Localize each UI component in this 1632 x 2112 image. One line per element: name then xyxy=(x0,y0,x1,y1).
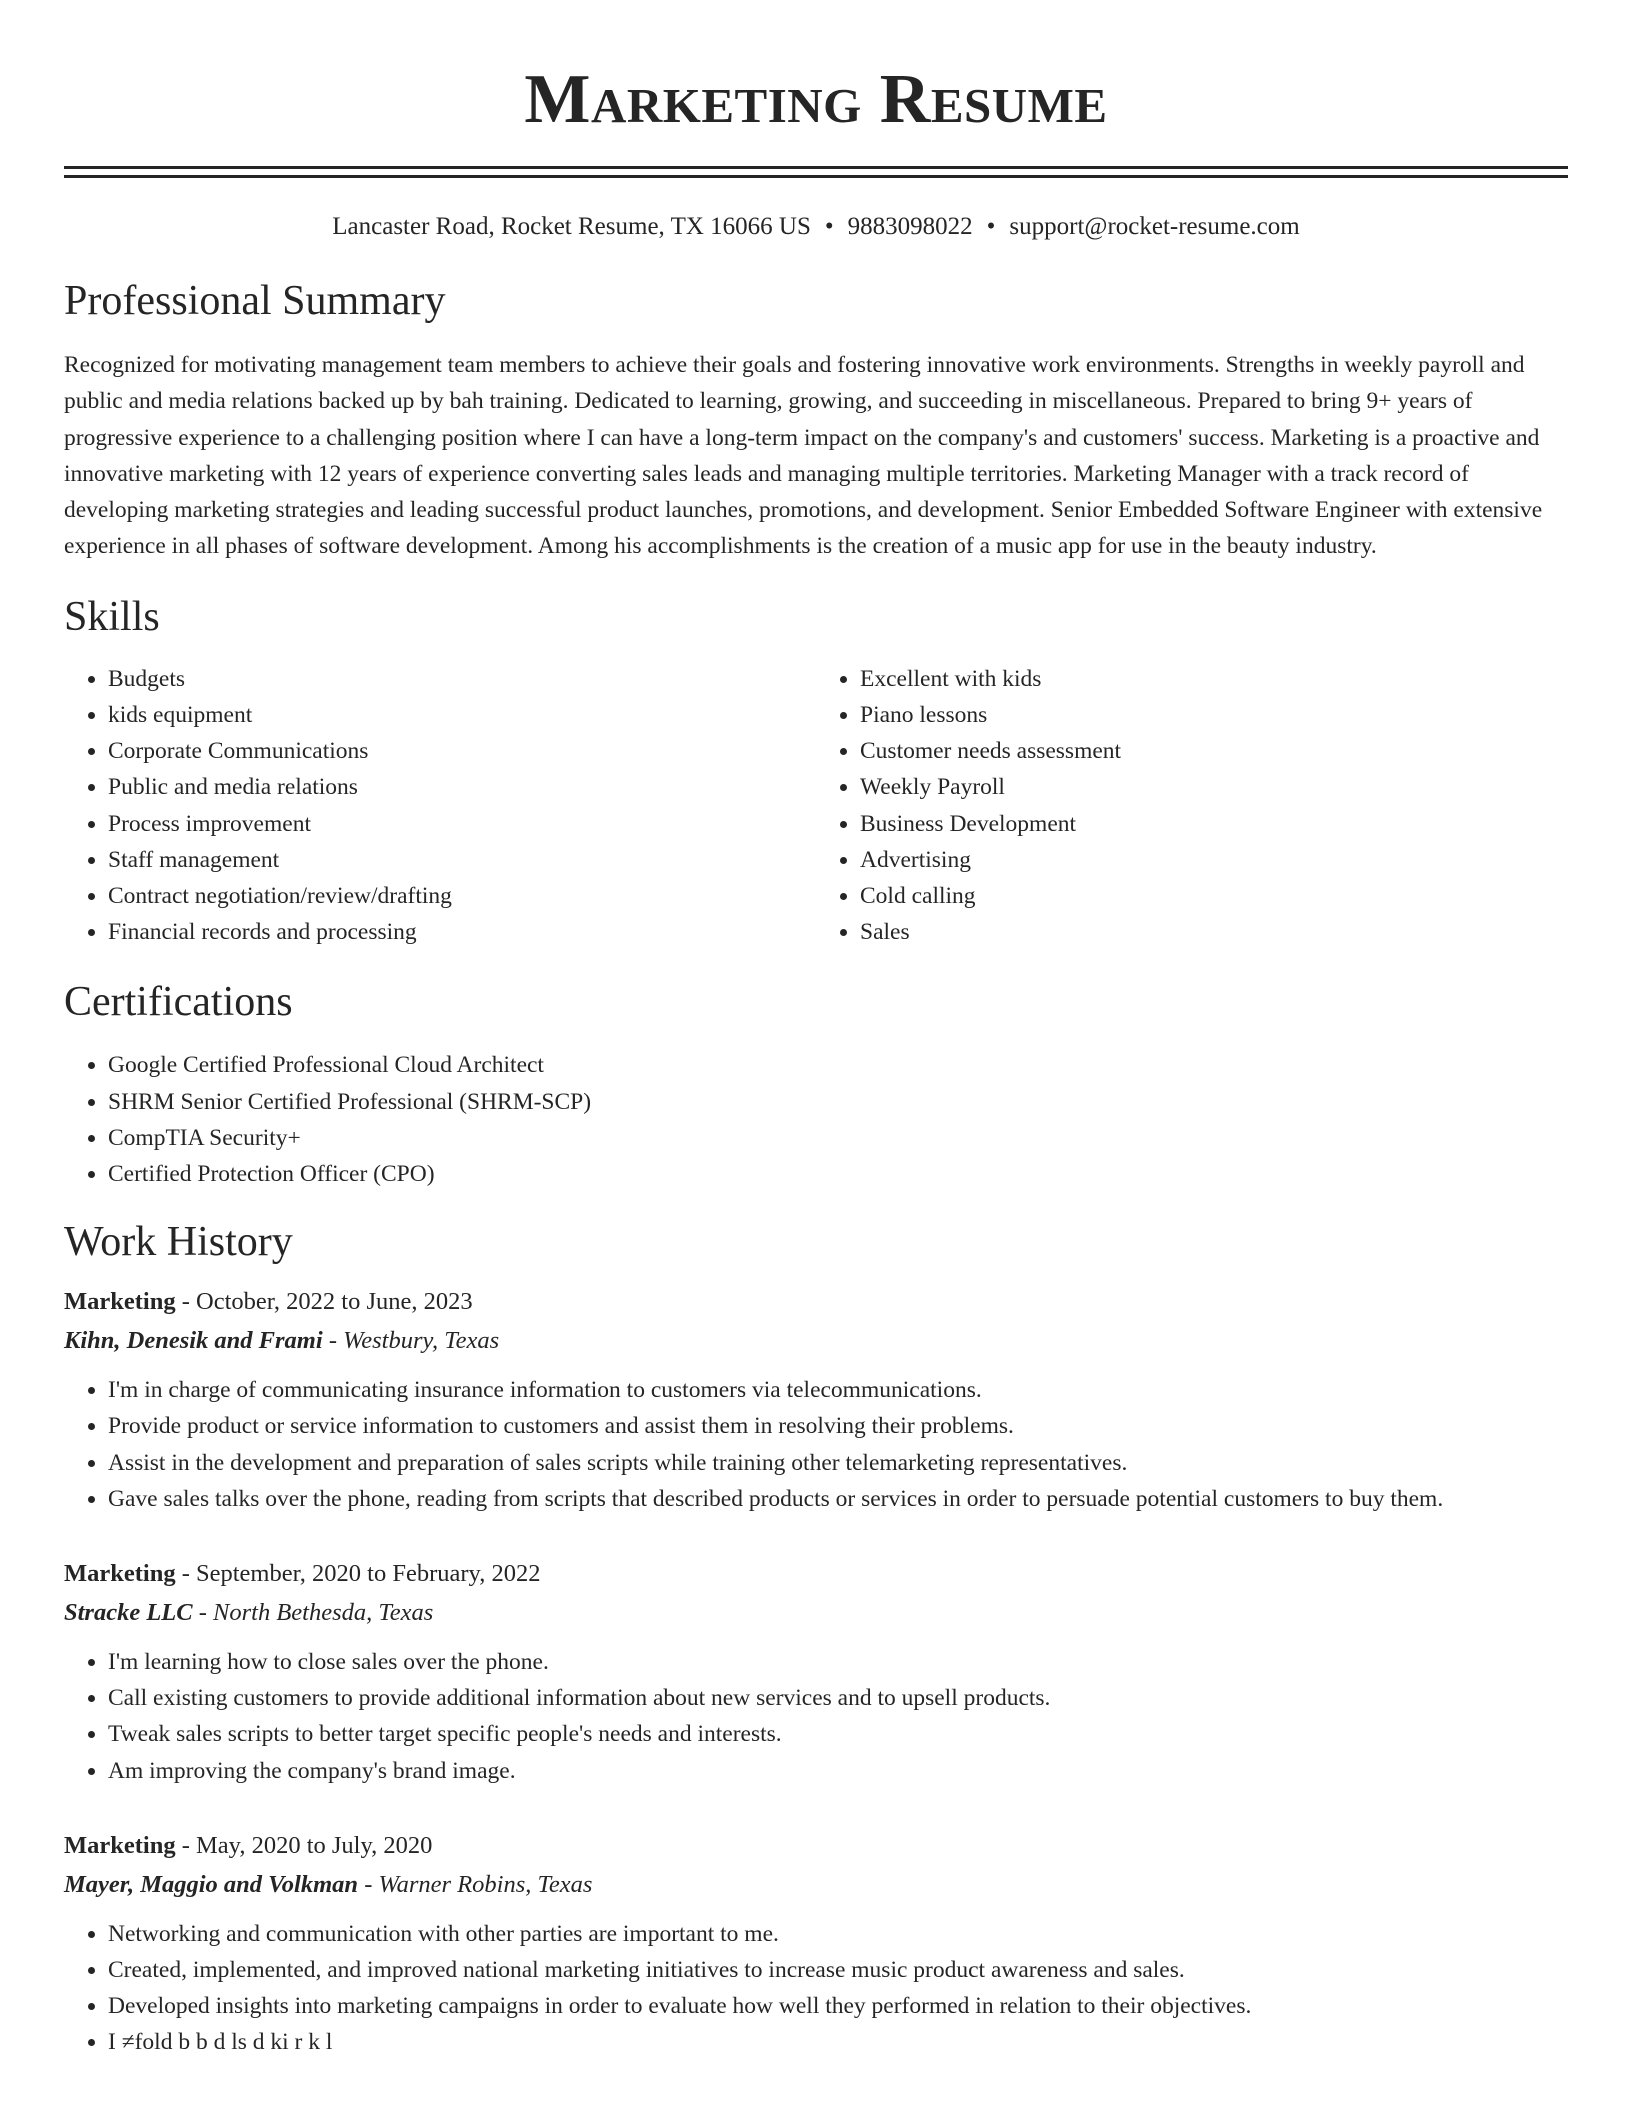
job-location: - North Bethesda, Texas xyxy=(192,1599,434,1627)
job-duty-item: • Developed insights into marketing campaigns in order to evaluate how well they performed in relation to their objectives. xyxy=(108,1988,1568,2024)
job-entry xyxy=(64,1831,1568,2061)
job-company: Stracke LLC xyxy=(64,1599,193,1627)
certification-item: • Google Certified Professional Cloud Architect xyxy=(108,1047,1568,1083)
job-location: - Warner Robins, Texas xyxy=(358,1870,593,1898)
certification-item: • SHRM Senior Certified Professional (SHRM-SCP) xyxy=(108,1084,1568,1120)
job-duty-item: • Networking and communication with other parties are important to me. xyxy=(108,1916,1568,1952)
skill-item: • Corporate Communications xyxy=(108,733,816,769)
certifications-list xyxy=(64,1047,1568,1192)
contact-line xyxy=(64,212,1568,242)
job-role: Marketing xyxy=(64,1288,176,1316)
job-title-line xyxy=(64,1287,1568,1317)
job-title-line xyxy=(64,1559,1568,1589)
job-title-line xyxy=(64,1831,1568,1861)
contact-separator: • xyxy=(824,213,834,240)
summary-text: Recognized for motivating management team members to achieve their goals and fostering innovative work environments. Strengths in weekly payroll and public and media relations backed up by bah training. Dedicated to learning, growing, and succeeding in miscellaneous. Prepared to bring 9+ years of progressive experience to a challenging position where I can have a long-term impact on the company's and customers' success. Marketing is a proactive and innovative marketing with 12 years of experience converting sales leads and managing multiple territories. Marketing Manager with a track record of developing marketing strategies and leading successful product launches, promotions, and development. Senior Embedded Software Engineer with extensive experience in all phases of software development. Among his accomplishments is the creation of a music app for use in the beauty industry. xyxy=(64,352,1543,560)
resume-page xyxy=(64,0,1568,2061)
job-entry xyxy=(64,1559,1568,1789)
job-entry xyxy=(64,1287,1568,1517)
professional-summary-section xyxy=(64,277,1568,565)
job-duties-list xyxy=(64,1644,1568,1789)
job-duties-list xyxy=(64,1372,1568,1517)
job-duty-item: • Created, implemented, and improved national marketing initiatives to increase music product awareness and sales. xyxy=(108,1952,1568,1988)
skill-item: • Budgets xyxy=(108,661,816,697)
title-divider-bottom xyxy=(64,175,1568,178)
skill-item: • Staff management xyxy=(108,842,816,878)
job-duty-item: • Assist in the development and preparation of sales scripts while training other telemarketing representatives. xyxy=(108,1445,1568,1481)
contact-email: support@rocket-resume.com xyxy=(1009,213,1300,240)
certifications-section xyxy=(64,978,1568,1192)
skill-item: • Public and media relations xyxy=(108,769,816,805)
job-duty-item: • I'm learning how to close sales over the phone. xyxy=(108,1644,1568,1680)
section-heading-skills: Skills xyxy=(64,593,160,640)
skill-item: • kids equipment xyxy=(108,697,816,733)
skills-columns xyxy=(64,661,1568,951)
job-duty-item: • Call existing customers to provide additional information about new services and to upsell products. xyxy=(108,1680,1568,1716)
page-title: Marketing Resume xyxy=(524,61,1108,138)
certification-item: • CompTIA Security+ xyxy=(108,1120,1568,1156)
section-heading-work-history: Work History xyxy=(64,1219,293,1266)
skill-item: • Excellent with kids xyxy=(860,661,1568,697)
job-duty-item: • I ≠fold b b d ls d ki r k l xyxy=(108,2024,1568,2060)
skill-item: • Weekly Payroll xyxy=(860,769,1568,805)
job-location: - Westbury, Texas xyxy=(322,1327,500,1355)
title-divider-top xyxy=(64,166,1568,169)
work-history-section xyxy=(64,1218,1568,2060)
section-heading-summary: Professional Summary xyxy=(64,278,446,324)
job-dates: - October, 2022 to June, 2023 xyxy=(175,1288,473,1316)
skill-item: • Business Development xyxy=(860,806,1568,842)
job-duty-item: • I'm in charge of communicating insurance information to customers via telecommunications. xyxy=(108,1372,1568,1408)
job-company-line xyxy=(64,1326,1568,1356)
skill-item: • Contract negotiation/review/drafting xyxy=(108,878,816,914)
skill-item: • Customer needs assessment xyxy=(860,733,1568,769)
job-dates: - May, 2020 to July, 2020 xyxy=(175,1831,433,1859)
contact-address: Lancaster Road, Rocket Resume, TX 16066 US xyxy=(332,213,811,240)
job-duty-item: • Gave sales talks over the phone, reading from scripts that described products or services in order to persuade potential customers to buy them. xyxy=(108,1481,1568,1517)
skill-item: • Process improvement xyxy=(108,806,816,842)
job-company-line xyxy=(64,1870,1568,1900)
skills-section xyxy=(64,593,1568,951)
job-duties-list xyxy=(64,1916,1568,2061)
skill-item: • Advertising xyxy=(860,842,1568,878)
job-duty-item: • Am improving the company's brand image. xyxy=(108,1753,1568,1789)
skill-item: • Sales xyxy=(860,914,1568,950)
skill-item: • Financial records and processing xyxy=(108,914,816,950)
job-company: Mayer, Maggio and Volkman xyxy=(64,1870,359,1898)
skill-item: • Cold calling xyxy=(860,878,1568,914)
skills-list-right xyxy=(816,661,1568,951)
contact-separator: • xyxy=(986,213,996,240)
job-company: Kihn, Denesik and Frami xyxy=(64,1327,323,1355)
job-duty-item: • Tweak sales scripts to better target specific people's needs and interests. xyxy=(108,1716,1568,1752)
skill-item: • Piano lessons xyxy=(860,697,1568,733)
certification-item: • Certified Protection Officer (CPO) xyxy=(108,1156,1568,1192)
contact-phone: 9883098022 xyxy=(847,213,973,240)
job-duty-item: • Provide product or service information to customers and assist them in resolving their problems. xyxy=(108,1408,1568,1444)
job-company-line xyxy=(64,1598,1568,1628)
job-role: Marketing xyxy=(64,1831,176,1859)
job-dates: - September, 2020 to February, 2022 xyxy=(175,1560,541,1588)
job-role: Marketing xyxy=(64,1560,176,1588)
skills-list-left xyxy=(64,661,816,951)
section-heading-certifications: Certifications xyxy=(64,979,293,1026)
